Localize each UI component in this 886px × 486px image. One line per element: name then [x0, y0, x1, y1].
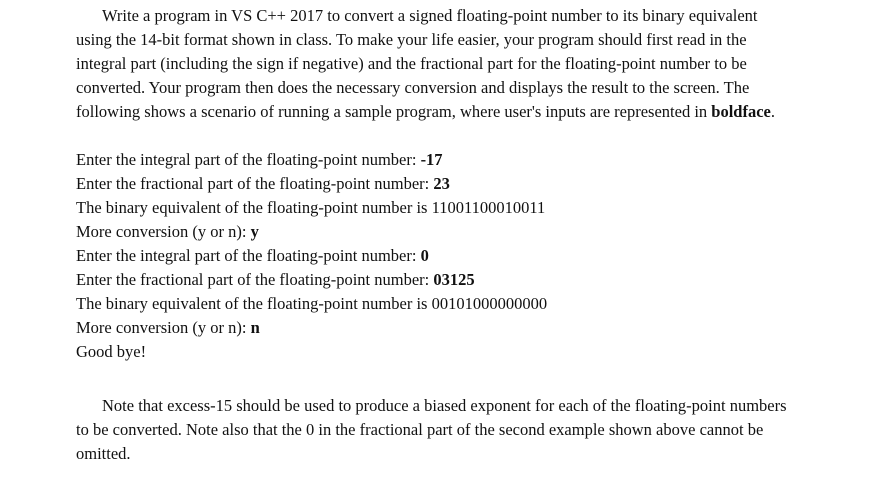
transcript-line — [76, 220, 796, 244]
prompt-text: Enter the fractional part of the floating-point number: — [76, 174, 434, 193]
boldface-word: boldface — [711, 102, 771, 121]
prompt-text: Enter the integral part of the floating-point number: — [76, 150, 421, 169]
prompt-text: Enter the fractional part of the floating-point number: — [76, 270, 434, 289]
user-input: 03125 — [433, 270, 475, 289]
note-paragraph: Note that excess-15 should be used to produce a biased exponent for each of the floating-point numbers to be converted. Note also that the 0 in the fractional part of the second example shown above cannot be omitted. — [76, 396, 787, 463]
transcript-line — [76, 316, 796, 340]
prompt-text: More conversion (y or n): — [76, 318, 251, 337]
prompt-text: Enter the integral part of the floating-point number: — [76, 246, 421, 265]
intro-period: . — [770, 102, 776, 121]
user-input: n — [250, 318, 260, 337]
transcript-line — [76, 148, 796, 172]
intro-paragraph — [76, 4, 796, 124]
document-page — [76, 4, 796, 466]
user-input: 23 — [433, 174, 450, 193]
user-input: y — [250, 222, 259, 241]
transcript-line — [76, 244, 796, 268]
transcript-line — [76, 172, 796, 196]
intro-text: Write a program in VS C++ 2017 to convert a signed floating-point number to its binary equivalent using the 14-bit format shown in class. To make your life easier, your program should first read in the integral part (including the sign if negative) and the fractional part for the floating-point number to be converted. Your program then does the necessary conversion and displays the result to the screen. The following shows a scenario of running a sample program, where user's inputs are represented in — [76, 6, 758, 121]
spacer — [76, 124, 796, 148]
output-text: The binary equivalent of the floating-point number is 11001100010011 — [76, 198, 546, 217]
transcript-line — [76, 340, 796, 364]
spacer — [76, 364, 796, 394]
transcript-line — [76, 268, 796, 292]
prompt-text: More conversion (y or n): — [76, 222, 251, 241]
user-input: 0 — [420, 246, 429, 265]
output-text: The binary equivalent of the floating-point number is 00101000000000 — [76, 294, 548, 313]
user-input: -17 — [420, 150, 443, 169]
sample-run-transcript — [76, 148, 796, 364]
transcript-line — [76, 292, 796, 316]
output-text: Good bye! — [76, 342, 147, 361]
transcript-line — [76, 196, 796, 220]
